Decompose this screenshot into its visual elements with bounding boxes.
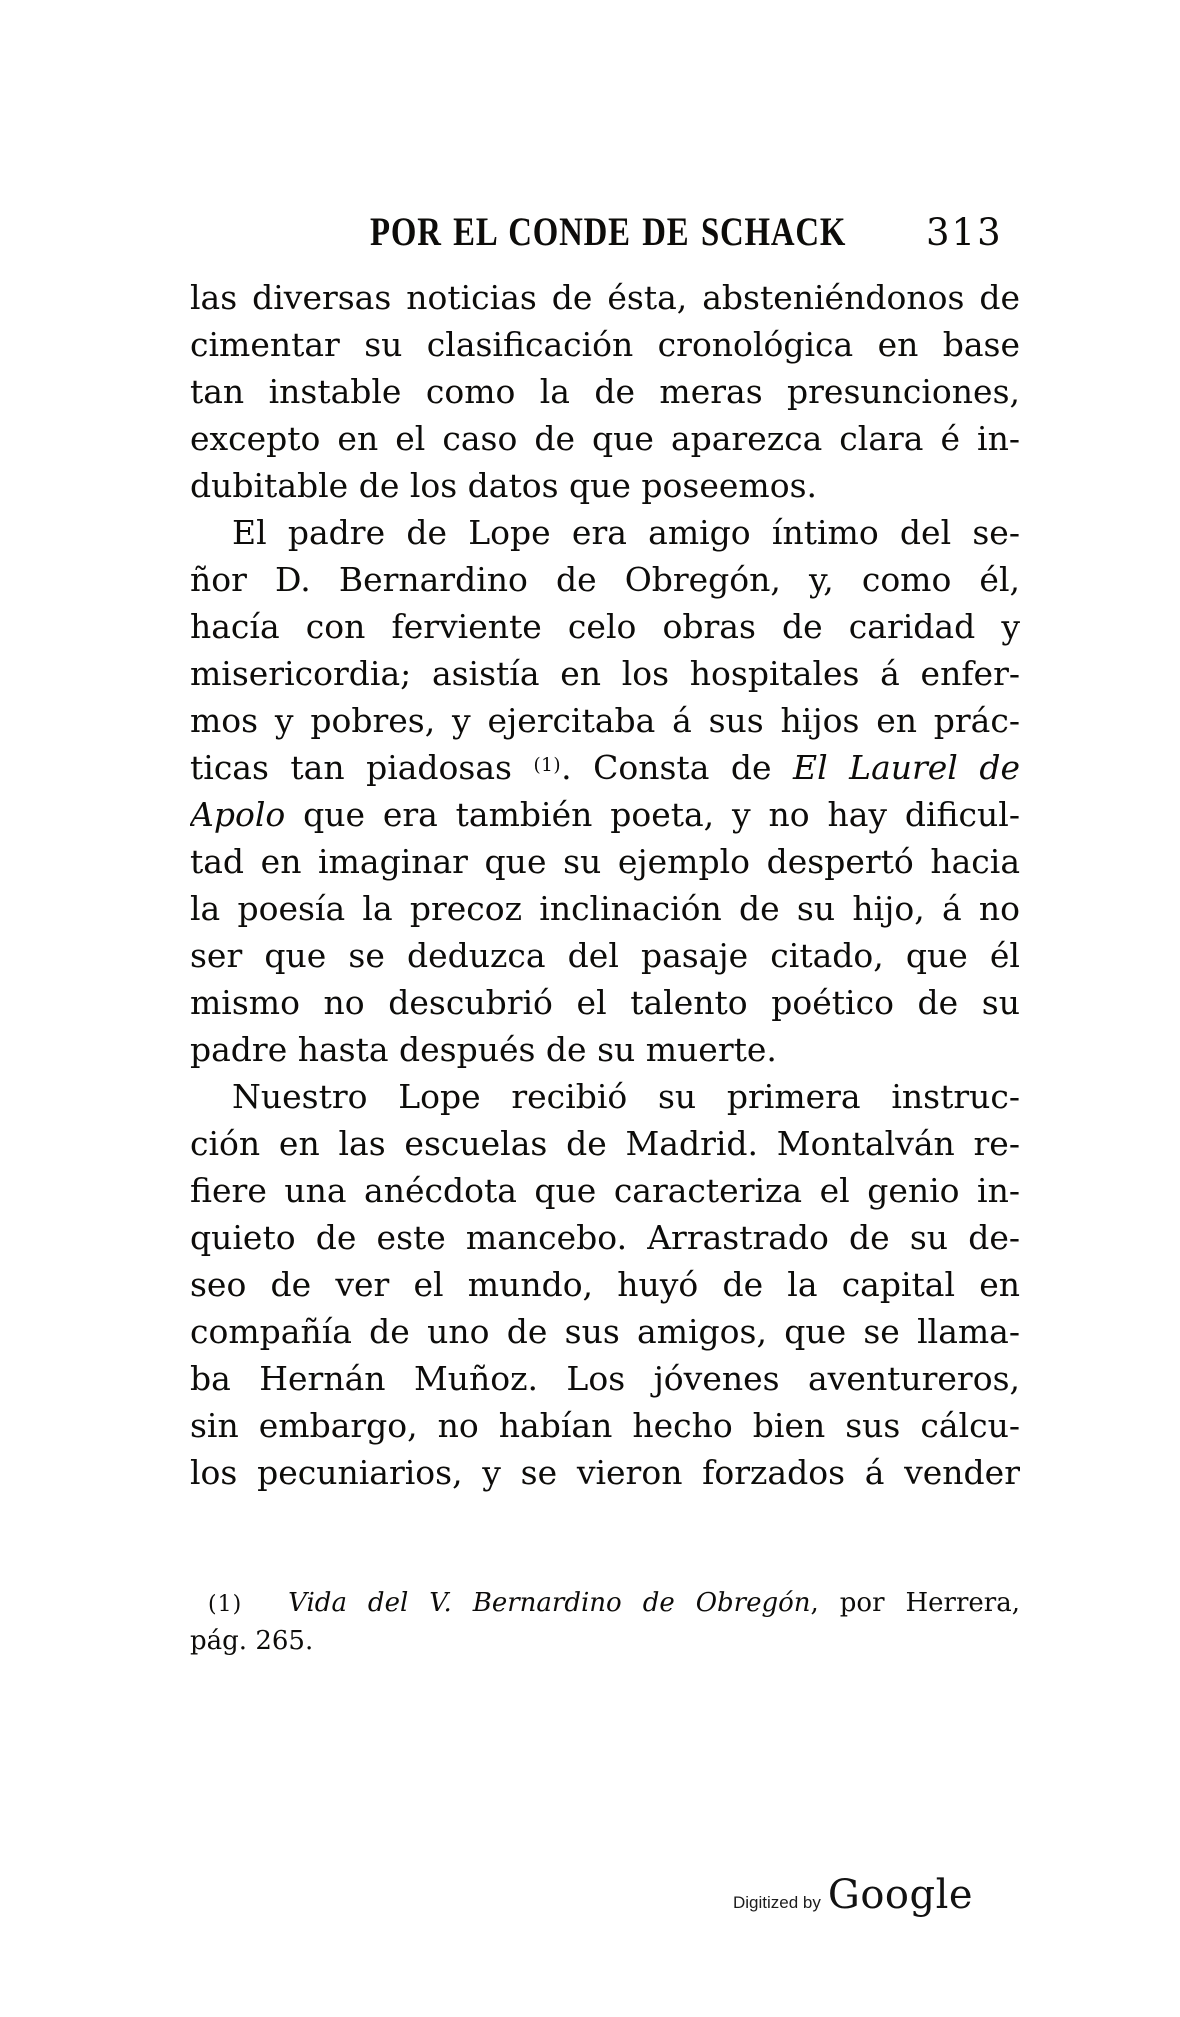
text-line bbox=[190, 1214, 1020, 1261]
text-line bbox=[190, 744, 1020, 791]
text-line bbox=[190, 274, 1020, 321]
text-segment: ba Hernán Muñoz. Los jóvenes aventureros, bbox=[190, 1359, 1020, 1398]
text-segment: , por Herrera, bbox=[810, 1588, 1020, 1618]
text-segment: quieto de este mancebo. Arrastrado de su de- bbox=[190, 1218, 1020, 1257]
paragraph bbox=[190, 1073, 1020, 1496]
page-number: 313 bbox=[926, 211, 1003, 254]
footnote-marker: (1) bbox=[208, 1592, 243, 1617]
text-segment: la poesía la precoz inclinación de su hijo, á no bbox=[190, 889, 1020, 928]
text-segment: las diversas noticias de ésta, absteniéndonos de bbox=[190, 278, 1020, 317]
text-segment: ción en las escuelas de Madrid. Montalván re- bbox=[190, 1124, 1020, 1163]
text-segment: dubitable de los datos que poseemos. bbox=[190, 466, 817, 505]
text-line bbox=[190, 1167, 1020, 1214]
text-segment: tad en imaginar que su ejemplo despertó hacia bbox=[190, 842, 1020, 881]
text-segment: seo de ver el mundo, huyó de la capital en bbox=[190, 1265, 1020, 1304]
text-line bbox=[190, 1449, 1020, 1496]
text-line bbox=[190, 1402, 1020, 1449]
text-line bbox=[190, 321, 1020, 368]
running-header-title: POR EL CONDE DE SCHACK bbox=[370, 209, 847, 254]
text-segment: que era también poeta, y no hay dificul- bbox=[285, 795, 1020, 834]
text-segment: mos y pobres, y ejercitaba á sus hijos en prác- bbox=[190, 701, 1020, 740]
text-line bbox=[190, 979, 1020, 1026]
text-line bbox=[190, 1622, 1020, 1660]
footnote-ref: (1) bbox=[533, 754, 562, 776]
text-line bbox=[190, 1073, 1020, 1120]
text-line bbox=[190, 603, 1020, 650]
paragraph bbox=[190, 509, 1020, 1073]
text-segment: los pecuniarios, y se vieron forzados á vender bbox=[190, 1453, 1020, 1492]
text-line bbox=[190, 1261, 1020, 1308]
text-segment: padre hasta después de su muerte. bbox=[190, 1030, 777, 1069]
text-line bbox=[190, 368, 1020, 415]
text-line bbox=[190, 650, 1020, 697]
text-line bbox=[190, 932, 1020, 979]
text-segment: tan instable como la de meras presunciones, bbox=[190, 372, 1020, 411]
text-segment: excepto en el caso de que aparezca clara é in- bbox=[190, 419, 1020, 458]
text-line bbox=[190, 697, 1020, 744]
paragraph bbox=[190, 274, 1020, 509]
text-line bbox=[190, 556, 1020, 603]
text-line bbox=[190, 509, 1020, 556]
text-segment: fiere una anécdota que caracteriza el genio in- bbox=[190, 1171, 1020, 1210]
text-segment: sin embargo, no habían hecho bien sus cálcu- bbox=[190, 1406, 1020, 1445]
text-segment: mismo no descubrió el talento poético de su bbox=[190, 983, 1020, 1022]
text-segment: compañía de uno de sus amigos, que se llama- bbox=[190, 1312, 1020, 1351]
text-line bbox=[190, 885, 1020, 932]
text-line bbox=[190, 838, 1020, 885]
text-segment: hacía con ferviente celo obras de caridad y bbox=[190, 607, 1020, 646]
text-line bbox=[190, 791, 1020, 838]
text-segment: cimentar su clasificación cronológica en base bbox=[190, 325, 1020, 364]
text-line bbox=[190, 462, 1020, 509]
text-line bbox=[190, 1308, 1020, 1355]
text-segment: El Laurel de bbox=[793, 748, 1020, 787]
text-segment: ticas tan piadosas bbox=[190, 748, 534, 787]
text-segment: Vida del V. Bernardino de Obregón bbox=[288, 1588, 811, 1618]
text-segment: El padre de Lope era amigo íntimo del se- bbox=[232, 513, 1020, 552]
text-line bbox=[190, 1026, 1020, 1073]
text-line bbox=[190, 1355, 1020, 1402]
text-segment: ser que se deduzca del pasaje citado, que él bbox=[190, 936, 1020, 975]
text-line bbox=[190, 415, 1020, 462]
digitized-by-label: Digitized by bbox=[733, 1893, 821, 1912]
google-watermark bbox=[733, 1872, 973, 1918]
body-text bbox=[190, 274, 1020, 1496]
footnote bbox=[190, 1584, 1020, 1660]
text-segment: Nuestro Lope recibió su primera instruc- bbox=[232, 1077, 1020, 1116]
text-segment: . Consta de bbox=[561, 748, 794, 787]
text-segment: misericordia; asistía en los hospitales á enfer- bbox=[190, 654, 1020, 693]
google-logo: Google bbox=[827, 1872, 974, 1918]
text-segment: ñor D. Bernardino de Obregón, y, como él, bbox=[190, 560, 1020, 599]
text-segment: pág. 265. bbox=[190, 1626, 314, 1656]
text-line bbox=[190, 1584, 1020, 1622]
running-header bbox=[0, 0, 1180, 254]
text-segment: Apolo bbox=[190, 795, 286, 834]
text-line bbox=[190, 1120, 1020, 1167]
